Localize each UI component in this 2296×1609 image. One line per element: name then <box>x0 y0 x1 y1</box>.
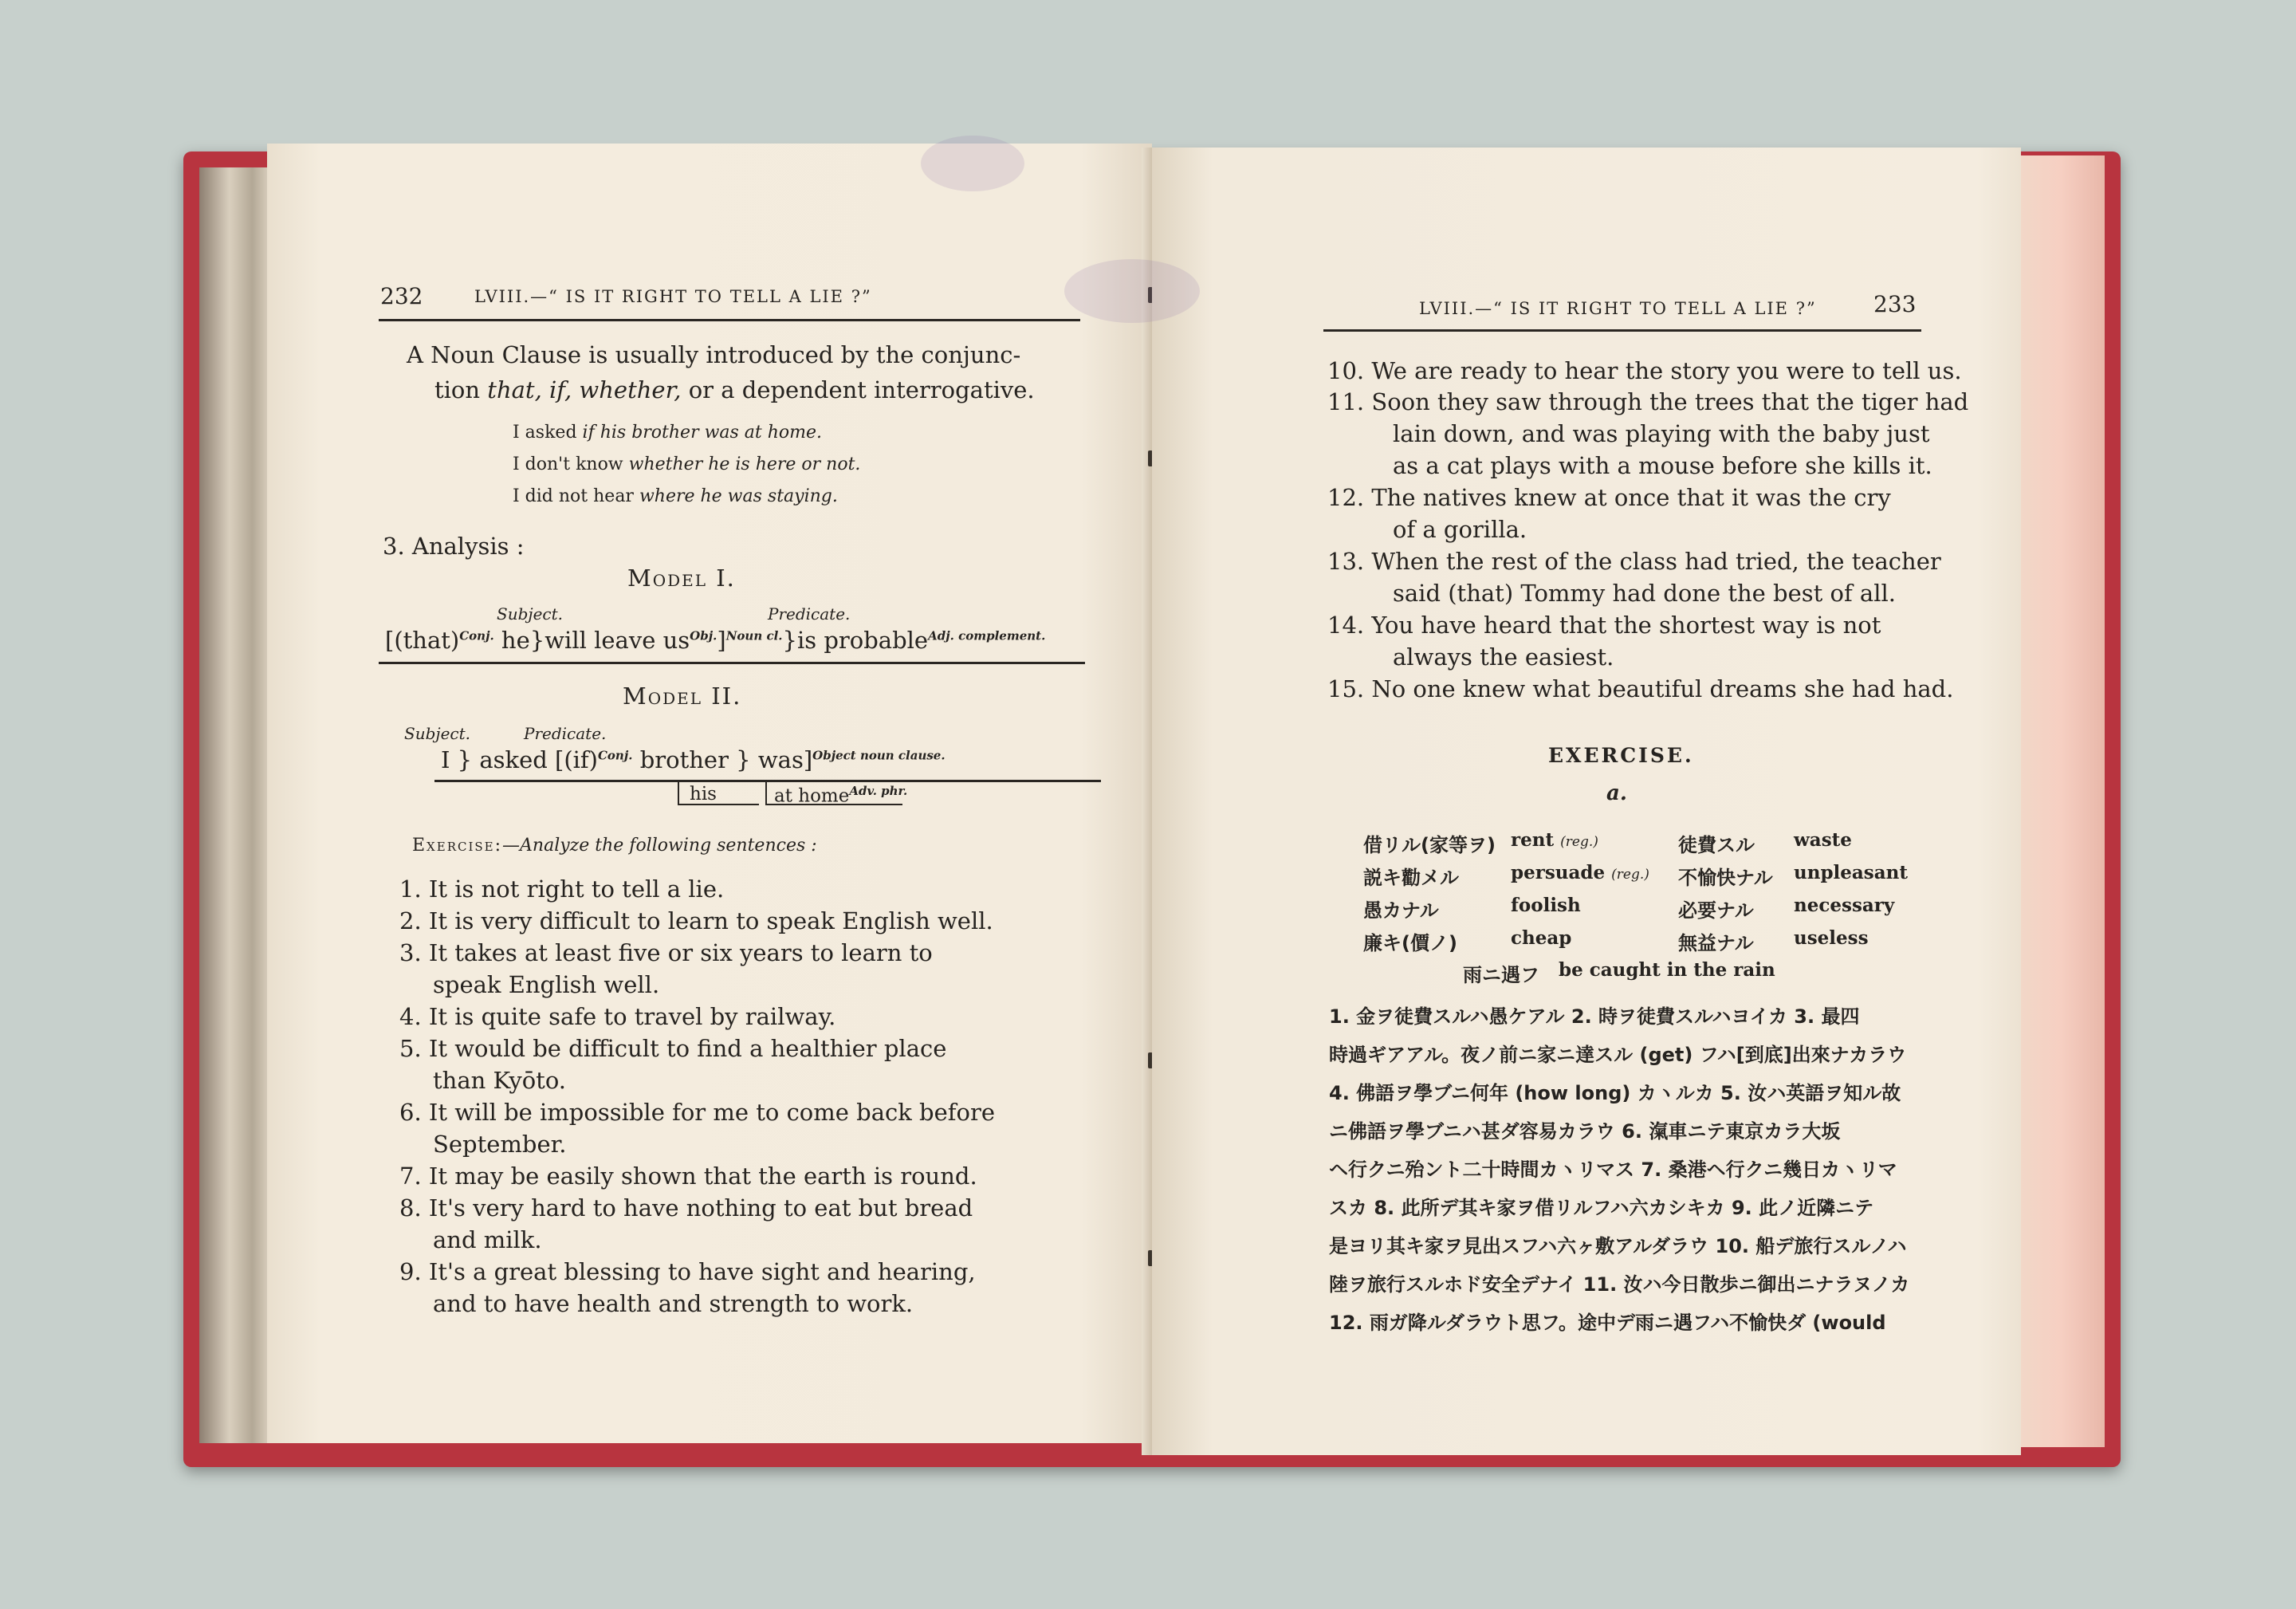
exercise-sentence: and milk. <box>433 1226 542 1253</box>
vocab-jp: 徒費スル <box>1678 834 1755 856</box>
subject-label: Subject. <box>404 724 471 743</box>
vocab-jp: 必要ナル <box>1678 899 1754 922</box>
page-number: 232 <box>380 283 423 309</box>
vocab-en: necessary <box>1794 895 1895 916</box>
translation-line: 1. 金ヲ徒費スルハ愚ケアル 2. 時ヲ徒費スルハヨイカ 3. 最四 <box>1329 1005 1860 1028</box>
vocab-jp: 愚カナル <box>1363 899 1439 922</box>
model-title: Model I. <box>627 565 736 592</box>
example-sentence: I don't know whether he is here or not. <box>513 454 861 474</box>
translation-line: ニ佛語ヲ學ブニハ甚ダ容易カラウ 6. 滊車ニテ東京カラ大坂 <box>1329 1120 1841 1143</box>
vocab-en: unpleasant <box>1794 862 1908 883</box>
exercise-sentence: 15. No one knew what beautiful dreams she had had. <box>1327 675 1954 702</box>
exercise-sentence: 5. It would be difficult to find a healthier place <box>399 1035 947 1062</box>
exercise-sentence: 11. Soon they saw through the trees that the tiger had <box>1327 388 1969 415</box>
example-sentence: I asked if his brother was at home. <box>513 423 823 443</box>
ink-smudge <box>1064 259 1200 323</box>
model1-diagram: [(that)$^{Conj.}$ he}will leave $us^{Obj.}]^{Noun cl.}\}is$ probable$^{Adj. complement.}$ <box>385 627 1046 654</box>
page-edges-right <box>2017 155 2105 1447</box>
running-head: LVIII.—“ IS IT RIGHT TO TELL A LIE ?” <box>474 287 872 306</box>
exercise-sentence: 14. You have heard that the shortest way is not <box>1327 612 1881 639</box>
exercise-instruction: Exercise:—Analyze the following sentences : <box>412 836 817 856</box>
translation-line: 陸ヲ旅行スルホド安全デナイ 11. 汝ハ今日散歩ニ御出ニナラヌノカ <box>1329 1273 1910 1296</box>
exercise-sentence: 10. We are ready to hear the story you were to tell us. <box>1327 357 1962 384</box>
exercise-sentence: 7. It may be easily shown that the earth is round. <box>399 1162 977 1190</box>
vocab-jp: 無益ナル <box>1678 932 1754 954</box>
model-title: Model II. <box>623 683 742 710</box>
exercise-sentence: speak English well. <box>433 971 660 998</box>
intro-line: tion that, if, whether, or a dependent interrogative. <box>434 376 1035 403</box>
exercise-subheading: a. <box>1606 781 1627 805</box>
ink-smudge <box>921 136 1024 191</box>
exercise-sentence: of a gorilla. <box>1393 516 1527 543</box>
translation-line: 是ヨリ其キ家ヲ見出スフハ六ヶ敷アルダラウ 10. 船デ旅行スルノハ <box>1329 1235 1907 1257</box>
vocab-en: rent (reg.) <box>1511 829 1598 851</box>
translation-line: 時過ギアアル。夜ノ前ニ家ニ達スル (get) フハ[到底]出來ナカラウ <box>1329 1044 1907 1066</box>
vocab-en: persuade (reg.) <box>1511 862 1649 883</box>
modifier-phrase: at home$^{Adv. phr.}$ <box>774 784 908 807</box>
header-rule <box>379 319 1080 321</box>
vocab-jp: 雨ニ遇フ <box>1463 964 1539 986</box>
exercise-sentence: and to have health and strength to work. <box>433 1290 914 1317</box>
vocab-en: foolish <box>1511 895 1581 916</box>
translation-line: 12. 雨ガ降ルダラウト思フ。途中デ雨ニ遇フハ不愉快ダ (would <box>1329 1312 1886 1334</box>
model2-diagram: I } asked [(if)$^{Conj.}$ brother } was]$^{Object noun clause.}$ <box>441 746 946 773</box>
predicate-label: Predicate. <box>768 604 851 624</box>
vocab-en: be caught in the rain <box>1559 959 1775 981</box>
exercise-sentence: September. <box>433 1131 567 1158</box>
translation-line: 4. 佛語ヲ學ブニ何年 (how long) カヽルカ 5. 汝ハ英語ヲ知ル故 <box>1329 1082 1901 1104</box>
exercise-heading: EXERCISE. <box>1548 744 1694 767</box>
exercise-sentence: 12. The natives knew at once that it was the cry <box>1327 484 1891 511</box>
running-head: LVIII.—“ IS IT RIGHT TO TELL A LIE ?” <box>1419 299 1817 318</box>
exercise-sentence: 4. It is quite safe to travel by railway. <box>399 1003 836 1030</box>
exercise-sentence: 9. It's a great blessing to have sight and hearing, <box>399 1258 976 1285</box>
header-rule <box>1323 329 1921 332</box>
exercise-sentence: lain down, and was playing with the baby just <box>1393 420 1930 447</box>
exercise-sentence: 2. It is very difficult to learn to speak English well. <box>399 907 993 934</box>
vocab-jp: 説キ勸メル <box>1363 867 1459 889</box>
exercise-sentence: 13. When the rest of the class had tried, the teacher <box>1327 548 1941 575</box>
left-page <box>267 144 1152 1443</box>
exercise-sentence: 6. It will be impossible for me to come back before <box>399 1099 995 1126</box>
right-page <box>1152 148 2021 1455</box>
exercise-sentence: said (that) Tommy had done the best of all. <box>1393 580 1896 607</box>
vocab-en: waste <box>1794 829 1852 851</box>
vocab-jp: 不愉快ナル <box>1678 867 1773 889</box>
vocab-jp: 廉キ(價ノ) <box>1363 932 1457 954</box>
vocab-jp: 借リル(家等ヲ) <box>1363 834 1496 856</box>
translation-line: スカ 8. 此所デ其キ家ヲ借リルフハ六カシキカ 9. 此ノ近隣ニテ <box>1329 1197 1874 1219</box>
exercise-sentence: than Kyōto. <box>433 1067 566 1094</box>
page-number: 233 <box>1873 291 1917 317</box>
exercise-sentence: always the easiest. <box>1393 643 1614 671</box>
exercise-sentence: as a cat plays with a mouse before she kills it. <box>1393 452 1932 479</box>
page-edges-left <box>199 167 275 1443</box>
intro-line: A Noun Clause is usually introduced by the conjunc- <box>407 341 1021 368</box>
modifier-word: his <box>690 784 717 804</box>
exercise-sentence: 8. It's very hard to have nothing to eat but bread <box>399 1194 973 1222</box>
example-sentence: I did not hear where he was staying. <box>513 486 838 506</box>
vocab-en: useless <box>1794 927 1869 949</box>
analysis-heading: 3. Analysis : <box>383 533 525 560</box>
diagram-baseline <box>379 662 1085 664</box>
exercise-sentence: 3. It takes at least five or six years to learn to <box>399 939 933 966</box>
vocab-en: cheap <box>1511 927 1572 949</box>
subject-label: Subject. <box>497 604 564 624</box>
predicate-label: Predicate. <box>524 724 607 743</box>
exercise-sentence: 1. It is not right to tell a lie. <box>399 875 725 903</box>
translation-line: ヘ行クニ殆ント二十時間カヽリマス 7. 桑港ヘ行クニ幾日カヽリマ <box>1329 1159 1897 1181</box>
